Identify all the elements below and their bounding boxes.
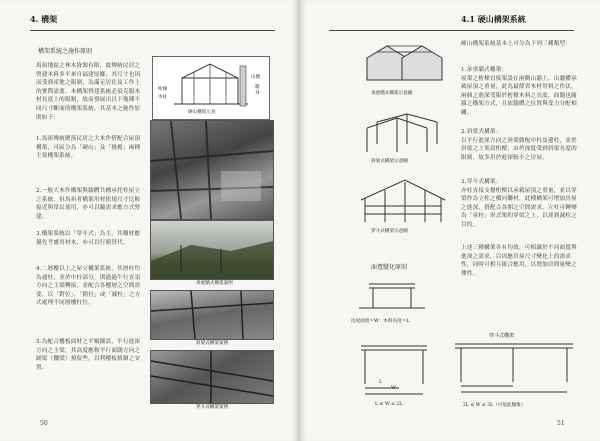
right-section-title: 4.1 硬山構架系統	[461, 14, 526, 24]
gable-frame-figure	[152, 56, 270, 120]
fig-label-wall: 山牆	[251, 75, 261, 80]
diagram-caption-1: 承重牆式構架示意圖	[371, 91, 413, 96]
left-title-rule	[30, 30, 275, 31]
right-point-2: 2.斜梁式構架： 以平行進深方向之斜梁做配中柱及邊柱，並於斜梁之上架設桁檁，由於深度受到斜梁長度的限制，故多用於進深較小之房屋。	[461, 129, 577, 161]
left-point-2: 2.一般大木作構架與牆體共構承托柱屋立之系統，但馬祖者構架用材依規尺寸比較接近與常民使用，亦可以隨需求應方式營建。	[36, 188, 141, 220]
fig-label-beam: 桁檁	[158, 87, 168, 92]
width-dim-l: L	[379, 379, 383, 385]
left-section-title: 4. 構架	[30, 14, 58, 24]
chuandou-diagram	[357, 176, 449, 236]
sloped-beam-diagram	[357, 108, 449, 166]
left-point-5: 5.為配合樓板面材之平順鋪設，平行進深方向之主梁，其高度應較平行面闊方向之副梁（擱梁）預留些，以利樓板格網之安置。	[36, 339, 141, 371]
photo-chuandou	[150, 350, 274, 404]
photo-caption-2: 承重牆式構架案例	[196, 281, 233, 286]
bearing-wall-diagram	[357, 40, 449, 98]
left-intro: 馬祖地區之林木資源有限，故傳統民居之營建木料多半來自福建原鄉，其尺寸也因而受到產地之限制，為滿足居住及工作上的實際需要，木構架營建系統必須克服木材長度上的限制，故而發展出以下幾種不同尺寸斷面的構架系統，其基本之施作原則如下：	[36, 63, 141, 121]
right-page	[299, 0, 600, 441]
right-point-3: 3.穿斗式構架： 亦柱直接支撐桁檁以承載屋頂之重量，並以穿梁作為立柱之橫向聯材，此種構架可增加房屋之進深，搭配合各開之空間需求，立柱可轉變為「童柱」形式架的穿梁之上，以達到減柱之目的。	[461, 179, 577, 228]
left-subtitle: 構架系統之施作原則	[38, 48, 93, 55]
width-caption-2: L ≤ W ≤ 2L	[375, 402, 403, 407]
photo-caption-4: 穿斗式構架案例	[196, 405, 229, 410]
diagram-caption-2: 斜梁式構架示意圖	[371, 159, 408, 164]
width-dim-w: W	[391, 385, 397, 391]
right-page-number: 51	[557, 420, 565, 427]
left-point-3: 3.構架系統以「穿斗式」為主，其構材應優先考慮用材木，亦可以行簡替代。	[36, 231, 141, 246]
right-intro: 硬山構架系統基本上可分為下列三種類型：	[461, 41, 572, 47]
width-diagram-3	[449, 330, 579, 414]
left-page-number: 50	[40, 420, 48, 427]
width-diagram-1	[349, 278, 435, 326]
photo-caption-3: 斜梁式構架案例	[196, 341, 229, 346]
width-diagram-2	[353, 336, 435, 414]
width-dim-top: 穿斗式構架	[489, 333, 515, 339]
right-point-1: 1.承重牆式構架： 屋架之桁檁直接架設在兩側山牆上，由牆體承載屋頂之重量，此為最節省木材用料之作法，兩個之進深受限於桁檁木料之長度，面闊也隨牆之構架方式，且依牆體之位置與受力分配相關。	[461, 67, 577, 116]
photo-truss-interior	[150, 290, 274, 340]
fig-label-eave: 牆 身	[255, 85, 260, 96]
left-point-4: 4.二層樓以上之屋立構架系統，其層柱均為通柱，並於中柱部分，則過過牛行直須方向之主梁轉接，並配合各樓層之空間需要，以「對位」、「錯位」或「減柱」之方式處理不同層樓柱位。	[36, 266, 141, 307]
diagram-caption-3: 穿斗式構架示意圖	[371, 229, 408, 234]
left-page	[0, 0, 299, 441]
section-width-principle: 面寬變化原則	[371, 264, 408, 271]
width-caption-1: 房屋面寬＝W：木料長度＝L	[351, 319, 410, 324]
left-point-1: 1.馬祖傳統聚落民居之大木作搭配合屋頂構架，可區分為「硬山」及「挑檐」兩種主要構架系統。	[36, 136, 141, 160]
fig-label-post: 木柱	[158, 95, 168, 100]
photo-bearing-wall	[150, 120, 274, 220]
fig-caption-1: 硬山構架示意	[188, 110, 216, 115]
right-summary: 上述三種構架各有均效，可相識於不同面寬與進深之需求，以因應房屋尺寸變化上的需求性，同時可相互組合應用，以增加房間量變之彈性。	[461, 245, 577, 277]
right-title-rule	[329, 30, 574, 31]
photo-sloped-beam	[150, 220, 274, 280]
width-caption-3: 2L ≤ W ≤ 3L（可依此類推）	[463, 403, 526, 408]
